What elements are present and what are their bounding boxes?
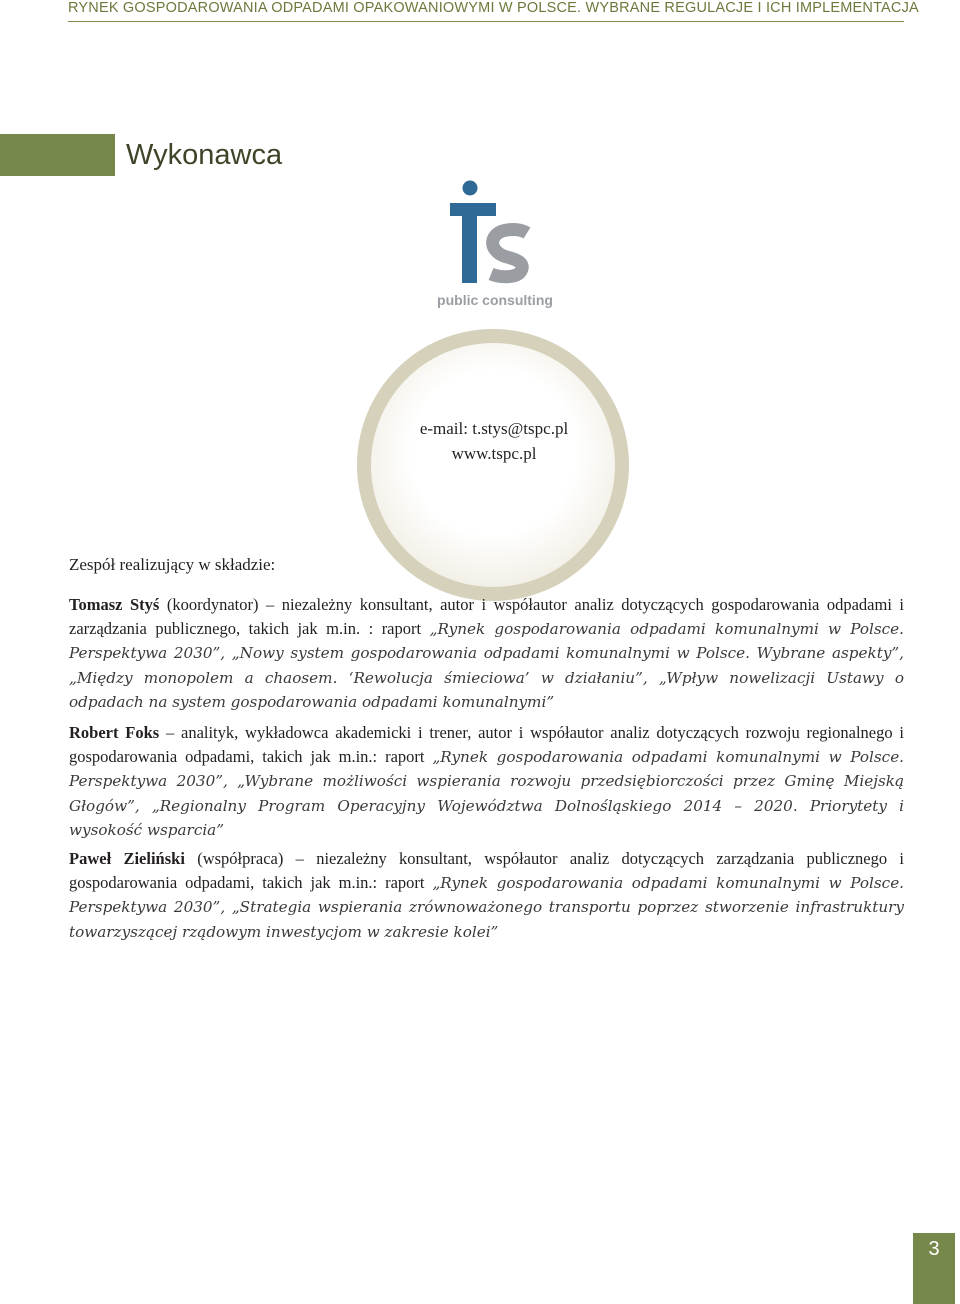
logo-s-letter xyxy=(491,230,527,277)
team-member-bio xyxy=(69,721,904,843)
member-name: Robert Foks xyxy=(69,723,160,742)
member-works: „Rynek gospodarowania odpadami komunalnymi w Polsce. Perspektywa 2030”, „Nowy system gospodarowania odpadami komunalnymi w Polsce. Wybrane aspekty”, „Między monopolem a chaosem. ‘Rewolucja śmieciowa’ w działaniu”, „Wpływ nowelizacji Ustawy o odpadach na system gospodarowania odpadami komunalnymi” xyxy=(69,619,904,711)
section-accent-bar xyxy=(0,134,115,176)
contact-info xyxy=(371,416,615,466)
running-header: RYNEK GOSPODAROWANIA ODPADAMI OPAKOWANIOWYMI W POLSCE. WYBRANE REGULACJE I ICH IMPLEMENTACJA xyxy=(68,0,919,16)
member-name: Tomasz Styś xyxy=(69,595,160,614)
section-title: Wykonawca xyxy=(126,139,283,171)
contact-website[interactable]: www.tspc.pl xyxy=(451,444,537,463)
page-number: 3 xyxy=(928,1238,940,1260)
member-works: „Rynek gospodarowania odpadami komunalnymi w Polsce. Perspektywa 2030”, „Wybrane możliwości wspierania rozwoju przedsiębiorczości przez Gminę Miejską Głogów”, „Regionalny Program Operacyjny Województwa Dolnośląskiego 2014 – 2020. Priorytety i wysokość wsparcia” xyxy=(69,747,905,839)
logo-t-stem xyxy=(462,203,477,283)
header-divider xyxy=(68,21,904,22)
team-intro: Zespół realizujący w składzie: xyxy=(69,555,276,574)
company-logo xyxy=(435,178,555,313)
member-name: Paweł Zieliński xyxy=(69,849,185,868)
member-description: – analityk, wykładowca akademicki i trener, autor i współautor analiz dotyczących rozwoju regionalnego i gospodarowania odpadami, takich jak m.in.: raport xyxy=(69,723,904,766)
team-member-bio xyxy=(69,593,904,715)
logo-dot xyxy=(463,181,478,196)
contact-email[interactable]: e-mail: t.stys@tspc.pl xyxy=(419,419,569,438)
team-member-bio xyxy=(69,847,904,944)
logo-text: public consulting xyxy=(437,292,553,308)
member-works: „Rynek gospodarowania odpadami komunalnymi w Polsce. Perspektywa 2030”, „Strategia wspierania zrównoważonego transportu poprzez stworzenie infrastruktury towarzyszącej rządowym inwestycjom w zakresie kolei” xyxy=(69,873,905,941)
member-description: (koordynator) – niezależny konsultant, autor i współautor analiz dotyczących gospodarowania odpadami i zarządzania publicznego, takich jak m.in. : raport xyxy=(69,595,905,638)
member-description: (współpraca) – niezależny konsultant, współautor analiz dotyczących zarządzania publicznego i gospodarowania odpadami, takich jak m.in.: raport xyxy=(69,849,905,892)
